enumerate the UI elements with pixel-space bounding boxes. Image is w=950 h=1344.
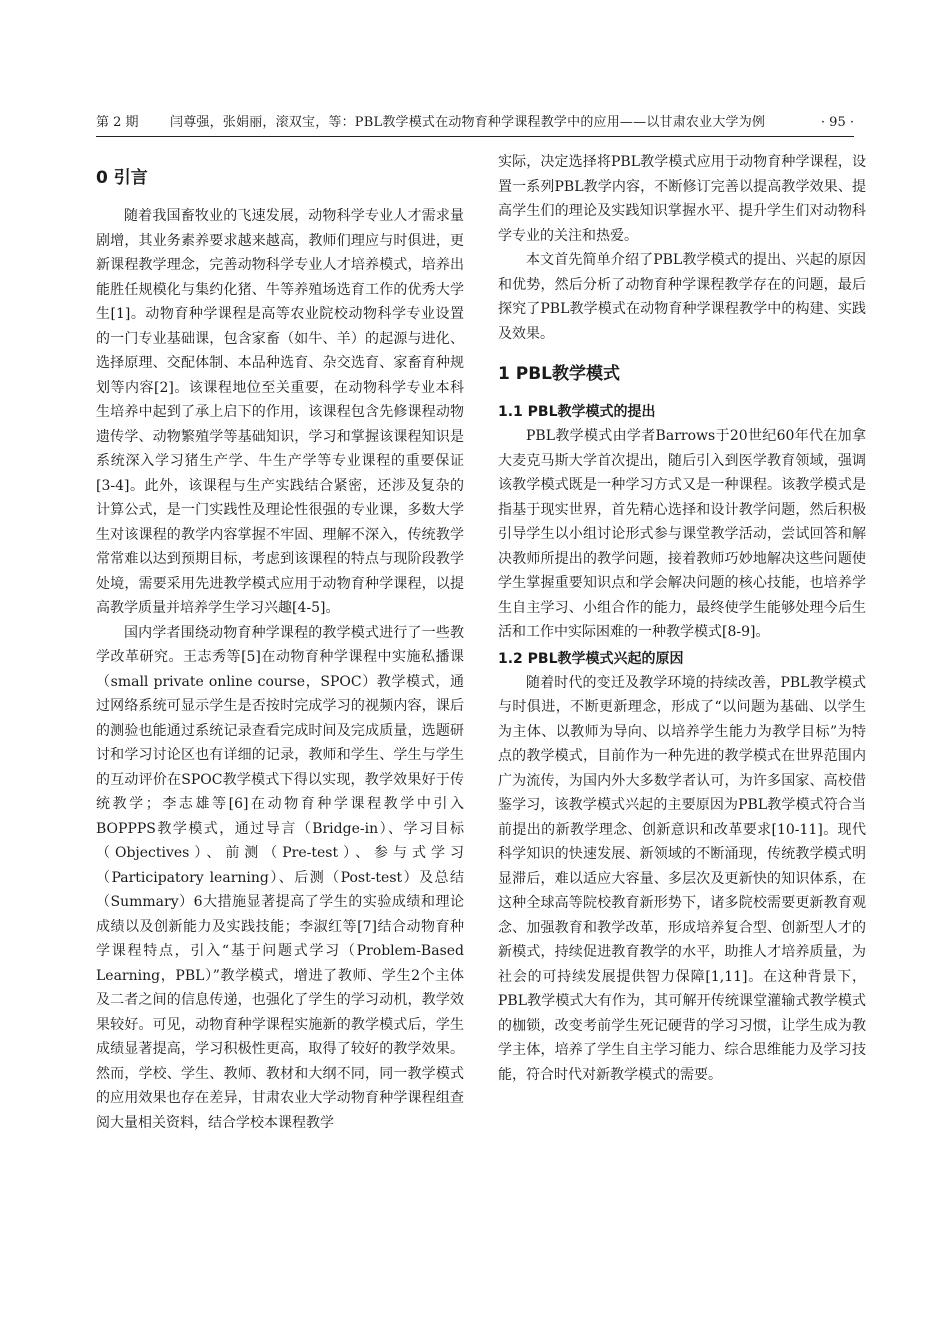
running-header (96, 112, 854, 134)
right-column (498, 150, 866, 1087)
subsection-1-1-heading: 1.1 PBL教学模式的提出 (498, 404, 656, 420)
section-1-heading: 1 PBL教学模式 (498, 364, 620, 384)
paragraph: 国内学者围绕动物育种学课程的教学模式进行了一些教学改革研究。王志秀等[5]在动物育种学课程中实施私播课（small private online course，SPOC）教学模式，通过网络系统可显示学生是否按时完成学习的视频内容，课后的测验也能通过系统记录查看完成时间及完成质量，选题研讨和学习讨论区也有详细的记录，教师和学生、学生与学生的互动评价在SPOC教学模式下得以实现，教学效果好于传统教学；李志雄等[6]在动物育种学课程教学中引入BOPPPS教学模式，通过导言（Bridge-in）、学习目标（Objectives）、前测（Pre-test）、参与式学习（Participatory learning）、后测（Post-test）及总结（Summary）6大措施显著提高了学生的实验成绩和理论成绩以及创新能力及实践技能；李淑红等[7]结合动物育种学课程特点，引入“基于问题式学习（Problem-Based Learning，PBL）”教学模式，增进了教师、学生2个主体及二者之间的信息传递，也强化了学生的学习动机，教学效果较好。可见，动物育种学课程实施新的教学模式后，学生成绩显著提高，学习积极性更高，取得了较好的教学效果。然而，学校、学生、教师、教材和大纲不同，同一教学模式的应用效果也存在差异，甘肃农业大学动物育种学课程组查阅大量相关资料，结合学校本课程教学 (96, 624, 464, 1131)
section-0-heading: 0 引言 (96, 168, 148, 188)
header-rule (96, 136, 854, 137)
running-title: 闫尊强，张娟丽，滚双宝，等：PBL教学模式在动物育种学课程教学中的应用——以甘肃农业大学为例 (170, 115, 766, 130)
subsection-1-2-heading: 1.2 PBL教学模式兴起的原因 (498, 650, 684, 667)
paragraph: 随着我国畜牧业的飞速发展，动物科学专业人才需求量剧增，其业务素养要求越来越高，教师们理应与时俱进，更新课程教学理念，完善动物科学专业人才培养模式，培养出能胜任规模化与集约化猪、牛等养殖场选育工作的优秀大学生[1]。动物育种学课程是高等农业院校动物科学专业设置的一门专业基础课，包含家畜（如牛、羊）的起源与进化、选择原理、交配体制、本品种选育、杂交选育、家畜育种规划等内容[2]。该课程地位至关重要，在动物科学专业本科生培养中起到了承上启下的作用，该课程包含先修课程动物遗传学、动物繁殖学等基础知识，学习和掌握该课程知识是系统深入学习猪生产学、牛生产学等专业课程的重要保证[3-4]。此外，该课程与生产实践结合紧密，还涉及复杂的计算公式，是一门实践性及理论性很强的专业课，多数大学生对该课程的教学内容掌握不牢固、理解不深入，传统教学常常难以达到预期目标，考虑到该课程的特点与现阶段教学处境，需要采用先进教学模式应用于动物育种学课程，以提高教学质量并培养学生学习兴趣[4-5]。 (96, 208, 464, 616)
left-column (96, 150, 464, 1135)
paragraph: PBL教学模式由学者Barrows于20世纪60年代在加拿大麦克马斯大学首次提出，随后引入到医学教育领域，强调该教学模式既是一种学习方式又是一种课程。该教学模式是指基于现实世界，首先精心选择和设计教学问题，然后积极引导学生以小组讨论形式参与课堂教学活动，尝试回答和解决教师所提出的教学问题，接着教师巧妙地解决这些问题使学生掌握重要知识点和学会解决问题的核心技能，也培养学生自主学习、小组合作的能力，最终使学生能够处理今后生活和工作中实际困难的一种教学模式[8-9]。 (498, 428, 866, 640)
page-number: · 95 · (820, 115, 854, 130)
paragraph: 实际，决定选择将PBL教学模式应用于动物育种学课程，设置一系列PBL教学内容，不断修订完善以提高教学效果、提高学生们的理论及实践知识掌握水平、提升学生们对动物科学专业的关注和热爱。 (498, 154, 866, 244)
issue-number: 第 2 期 (96, 115, 139, 130)
paragraph: 随着时代的变迁及教学环境的持续改善，PBL教学模式与时俱进，不断更新理念，形成了“以问题为基础、以学生为主体、以教师为导向、以培养学生能力为教学目标”为特点的教学模式，目前作为一种先进的教学模式在世界范围内广为流传，为国内外大多数学者认可，为许多国家、高校借鉴学习，该教学模式兴起的主要原因为PBL教学模式符合当前提出的新教学理念、创新意识和改革要求[10-11]。现代科学知识的快速发展、新领域的不断涌现，传统教学模式明显滞后，难以适应大容量、多层次及更新快的知识体系，在这种全球高等院校教育新形势下，诸多院校需要更新教育观念、加强教育和教学改革，形成培养复合型、创新型人才的新模式，持续促进教育教学的水平，助推人才培养质量，为社会的可持续发展提供智力保障[1,11]。在这种背景下，PBL教学模式大有作为，其可解开传统课堂灌输式教学模式的枷锁，改变考前学生死记硬背的学习习惯，让学生成为教学主体，培养了学生自主学习能力、综合思维能力及学习技能，符合时代对新教学模式的需要。 (498, 674, 866, 1083)
paragraph: 本文首先简单介绍了PBL教学模式的提出、兴起的原因和优势，然后分析了动物育种学课程教学存在的问题，最后探究了PBL教学模式在动物育种学课程教学中的构建、实践及效果。 (498, 252, 866, 342)
